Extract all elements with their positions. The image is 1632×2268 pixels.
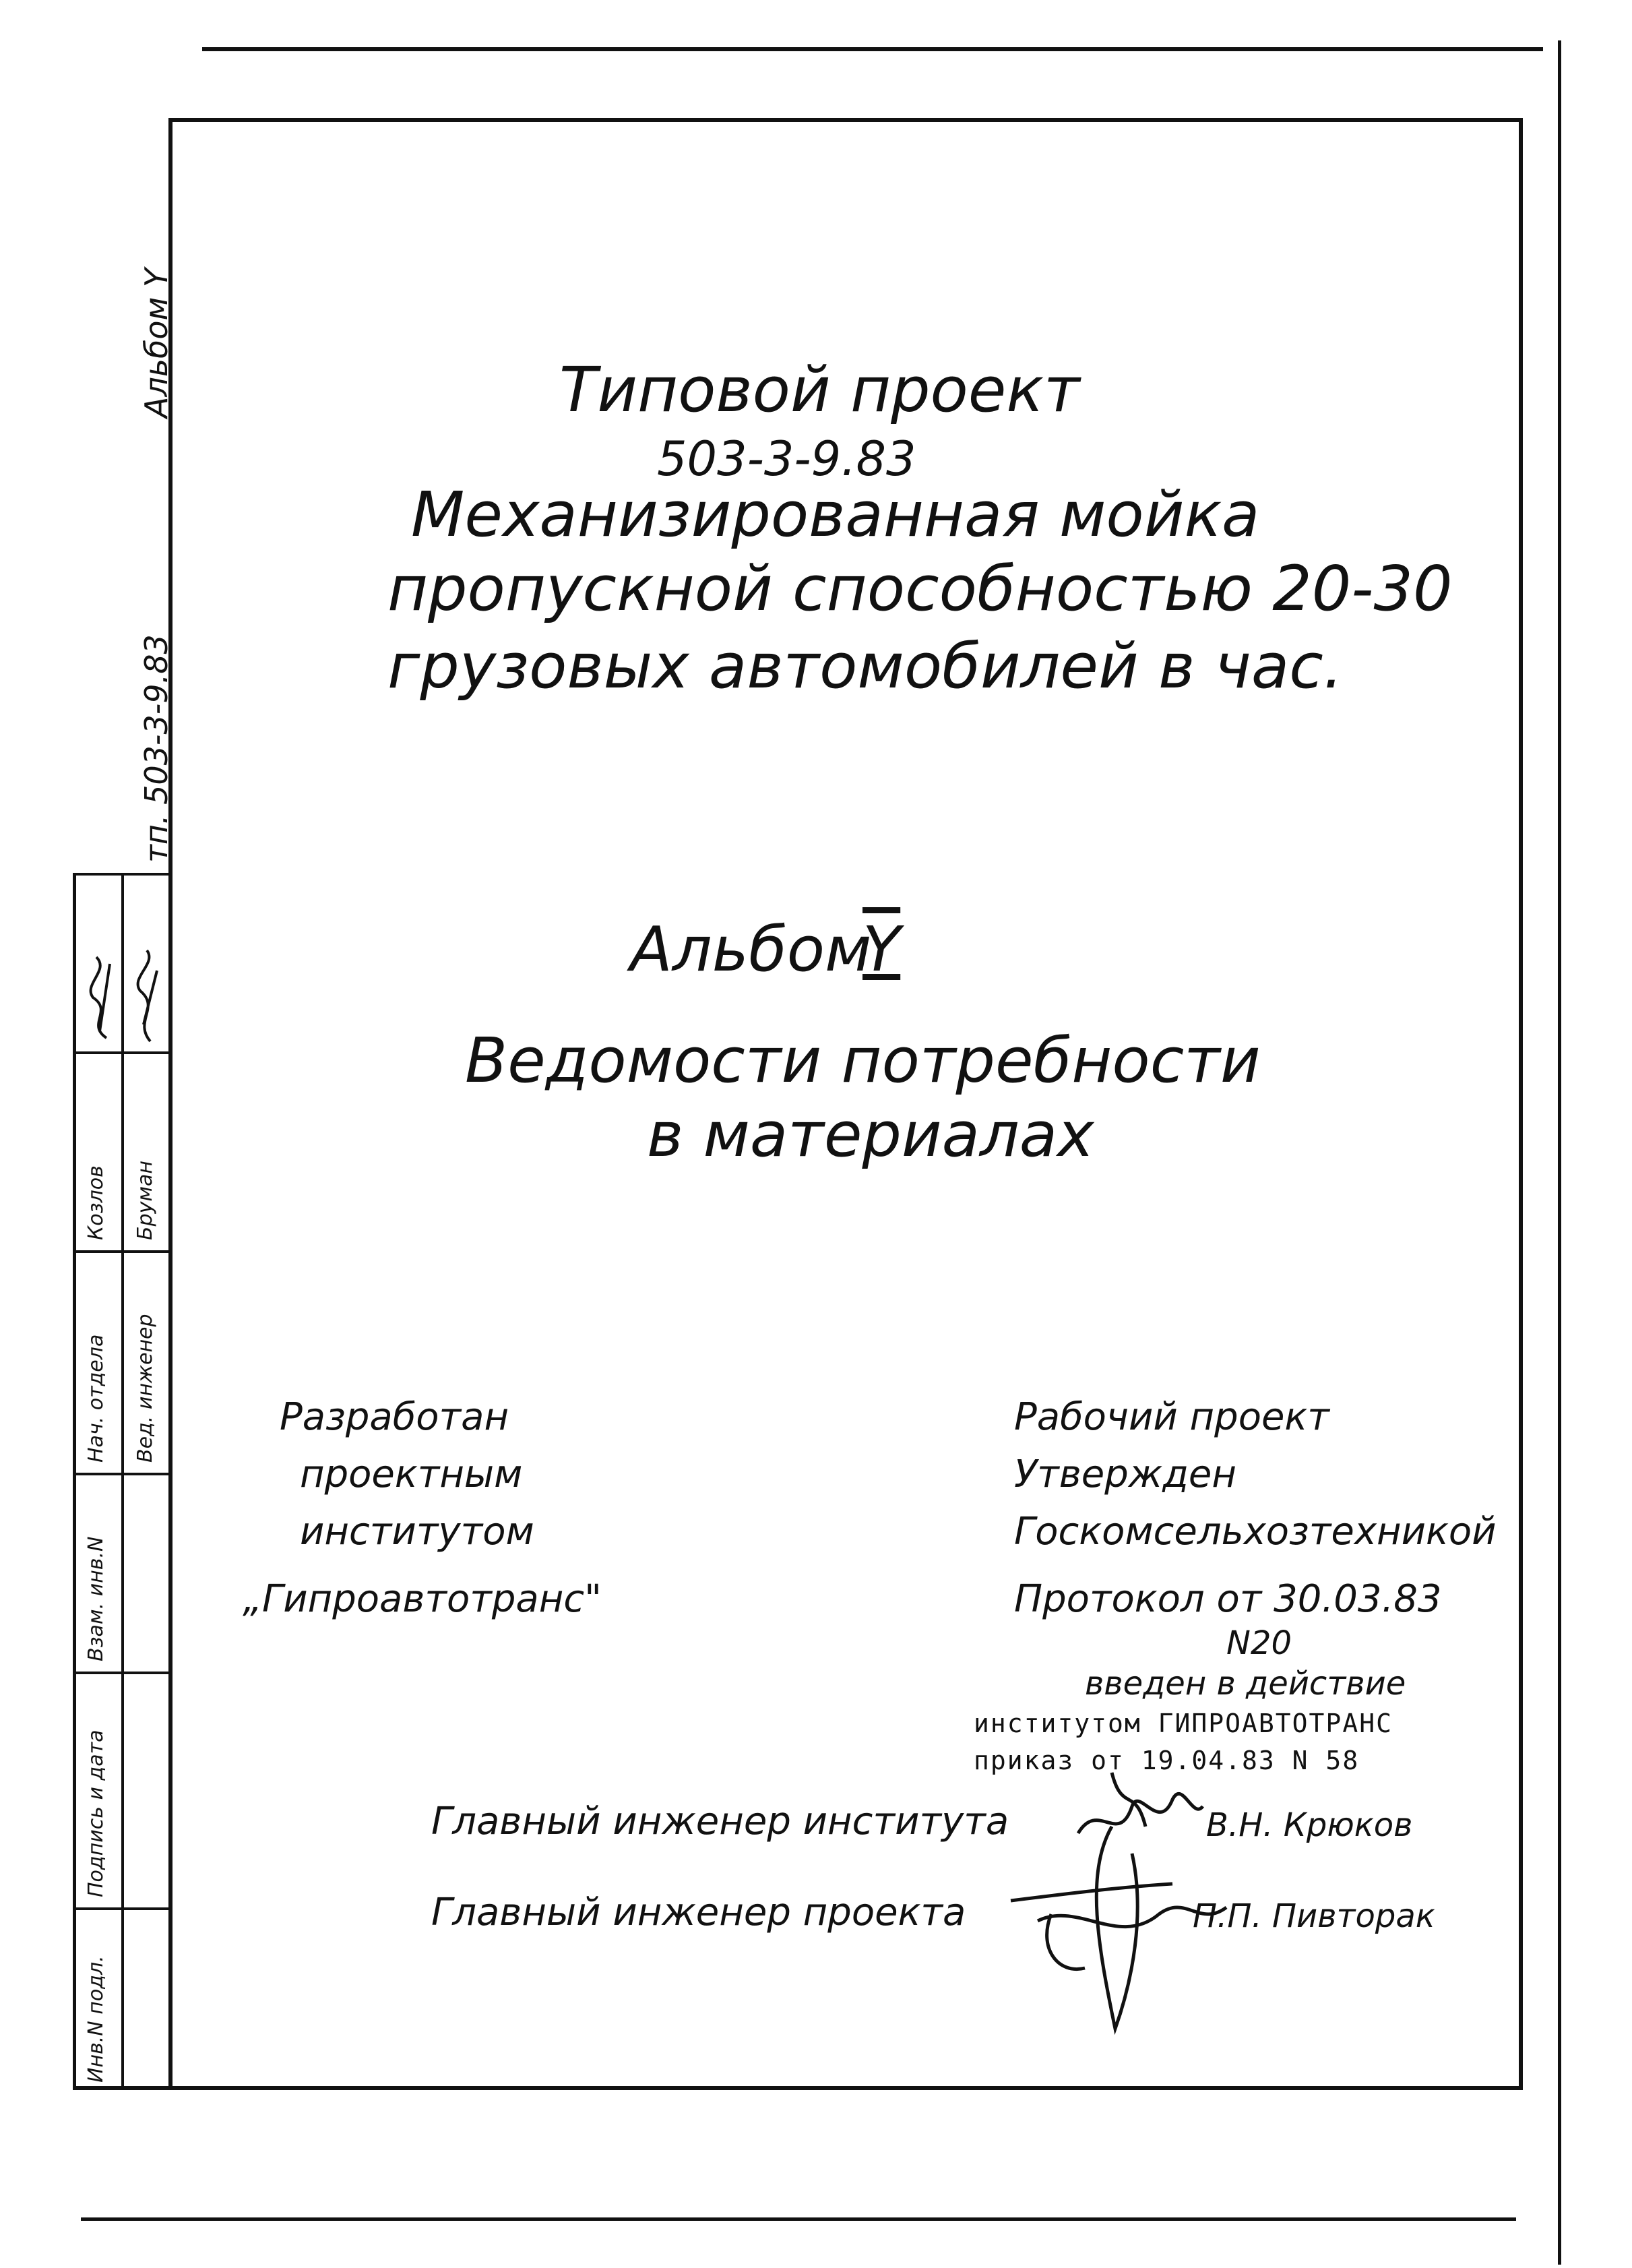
frame-right [1519, 118, 1523, 2089]
developer-line-4: „Гипроавтотранс" [243, 1577, 602, 1621]
approval-line-4: Протокол от 30.03.83 [1014, 1577, 1442, 1621]
approval-line-7: институтом ГИПРОАВТОТРАНС [974, 1709, 1393, 1738]
margin-stamp2: Подпись и дата [84, 1729, 108, 1897]
margin-role1: Нач. отдела [84, 1334, 108, 1463]
album-numeral: Y [862, 913, 901, 985]
title-line-1: Типовой проект [559, 354, 1080, 426]
stamp-grid-top [73, 873, 170, 876]
approval-line-2: Утвержден [1014, 1452, 1236, 1496]
chief-project-name: П.П. Пивторак [1193, 1897, 1435, 1935]
margin-signature-2 [127, 944, 167, 1045]
album-description-2: в материалах [647, 1099, 1094, 1171]
developer-line-2: проектным [300, 1452, 523, 1496]
margin-name2: Бруман [133, 1160, 157, 1240]
chief-institute-name: В.Н. Крюков [1206, 1806, 1413, 1844]
top-edge-line [202, 47, 1543, 51]
title-line-3: Механизированная мойка [411, 479, 1260, 551]
developer-line-3: институтом [300, 1510, 534, 1554]
margin-project-code: тп. 503-3-9.83 [138, 634, 175, 863]
title-line-4: пропускной способностью 20-30 [387, 553, 1453, 625]
project-code: 503-3-9.83 [657, 431, 916, 487]
stamp-grid-r3 [73, 1473, 170, 1475]
chief-institute-role: Главный инженер института [431, 1800, 1009, 1843]
chief-project-role: Главный инженер проекта [431, 1891, 966, 1934]
album-label: Альбом [630, 913, 872, 985]
stamp-grid-r5 [73, 1907, 170, 1910]
approval-line-8: приказ от 19.04.83 N 58 [974, 1746, 1360, 1775]
frame-top [168, 118, 1523, 122]
signature-chief-project [997, 1813, 1253, 2035]
title-line-5: грузовых автомобилей в час. [387, 630, 1344, 702]
margin-name1: Козлов [84, 1165, 108, 1240]
approval-line-6: введен в действие [1085, 1665, 1406, 1703]
margin-stamp1: Взам. инв.N [84, 1536, 108, 1661]
right-edge-line [1558, 40, 1561, 2265]
approval-line-5: N20 [1226, 1624, 1292, 1662]
stamp-grid-r4 [73, 1672, 170, 1674]
margin-role2: Вед. инженер [133, 1314, 157, 1463]
album-description-1: Ведомости потребности [465, 1024, 1261, 1097]
stamp-grid-r2 [73, 1250, 170, 1253]
approval-line-1: Рабочий проект [1014, 1395, 1329, 1439]
margin-signature-1 [80, 944, 120, 1045]
margin-stamp3: Инв.N подл. [84, 1955, 108, 2083]
margin-album-tag: Альбом Y [138, 268, 175, 418]
developer-line-1: Разработан [280, 1395, 509, 1439]
approval-line-3: Госкомсельхозтехникой [1014, 1510, 1497, 1554]
bottom-edge-line [81, 2217, 1516, 2221]
frame-bottom [73, 2086, 1523, 2090]
stamp-grid-r1 [73, 1051, 170, 1054]
